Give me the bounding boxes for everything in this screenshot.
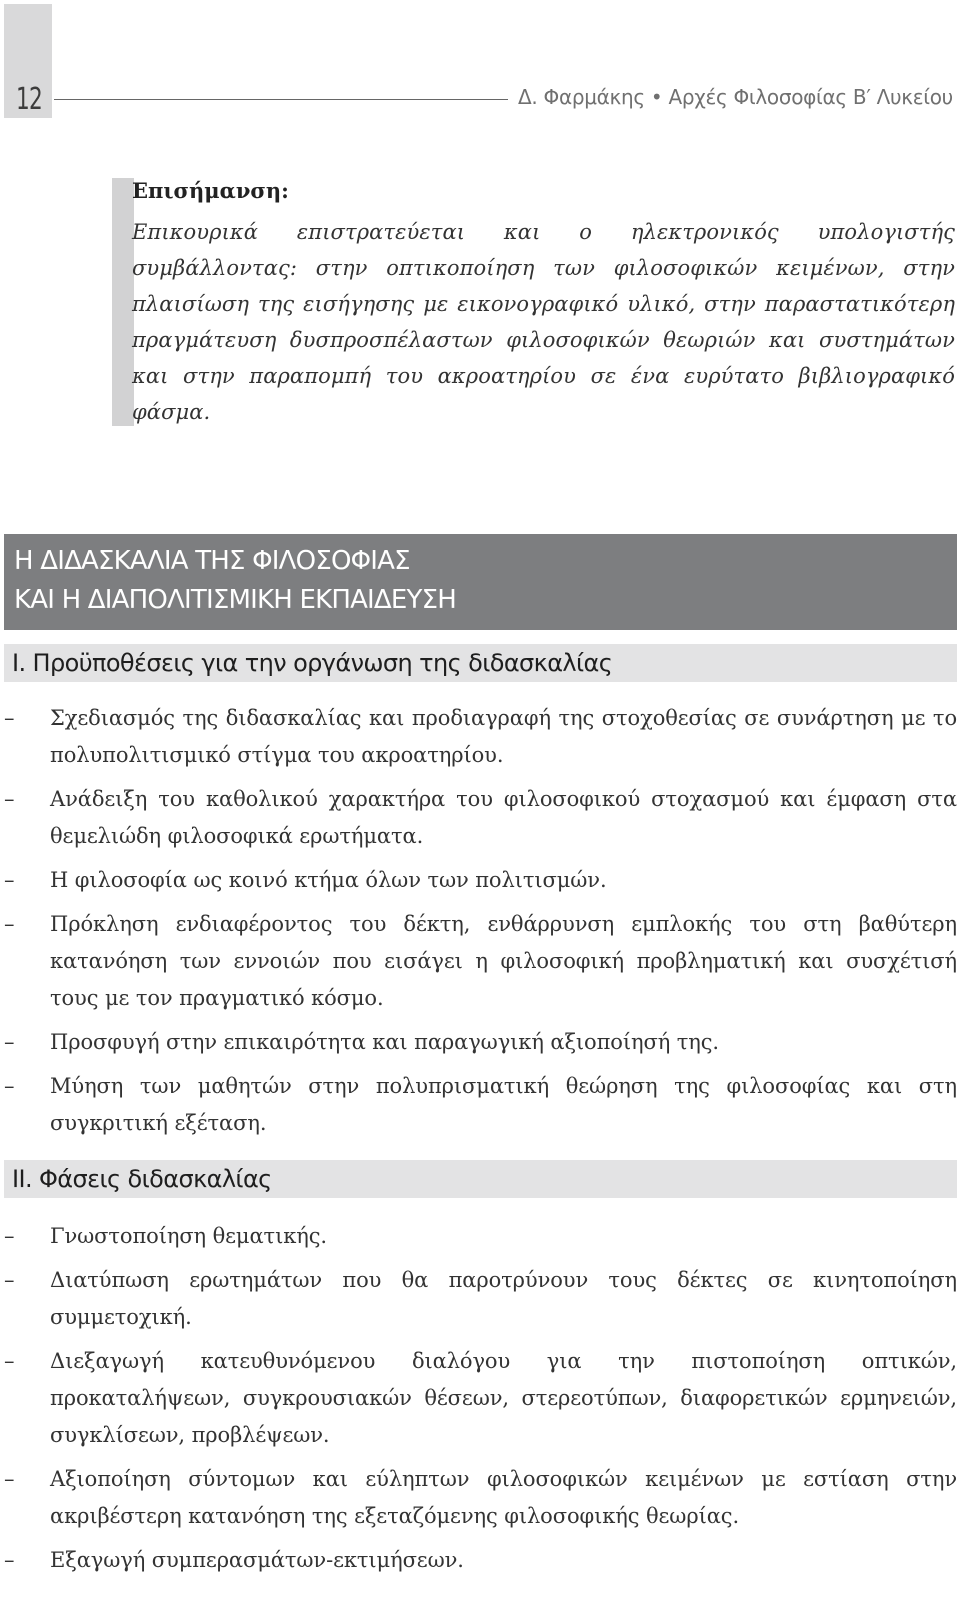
dash-bullet: – xyxy=(4,1268,15,1292)
list-item xyxy=(4,1343,957,1454)
notice-text: Επικουρικά επιστρατεύεται και ο ηλεκτρονικός υπολογιστής συμβάλλοντας: στην οπτικοποίηση των φιλοσοφικών κειμένων, στην πλαισίωση της εισήγησης με εικονογραφικό υλικό, στην παραστατικότερη πραγμάτευση δυσπροσπέλαστων φιλοσοφικών θεωριών και συστημάτων και στην παραπομπή του ακροατηρίου σε ένα ευρύτατο βιβλιογραφικό φάσμα. xyxy=(132,220,955,424)
dash-bullet: – xyxy=(4,1224,15,1248)
list-item xyxy=(4,1461,957,1535)
list-item-text: Εξαγωγή συμπερασμάτων-εκτιμήσεων. xyxy=(50,1548,464,1572)
subsection-title: ΙΙ. Φάσεις διδασκαλίας xyxy=(12,1165,272,1193)
list-item-text: Μύηση των μαθητών στην πολυπρισματική θεώρηση της φιλοσοφίας και στη συγκριτική εξέταση. xyxy=(50,1074,957,1135)
section-title-line-2: ΚΑΙ Η ΔΙΑΠΟΛΙΤΙΣΜΙΚΗ ΕΚΠΑΙΔΕΥΣΗ xyxy=(14,585,456,615)
dash-bullet: – xyxy=(4,1030,15,1054)
subsection-heading-2 xyxy=(4,1160,957,1198)
list-item xyxy=(4,781,957,855)
list-item xyxy=(4,1262,957,1336)
dash-bullet: – xyxy=(4,787,15,811)
page-number: 12 xyxy=(16,82,43,117)
list-item-text: Αξιοποίηση σύντομων και εύληπτων φιλοσοφικών κειμένων με εστίαση στην ακριβέστερη κατανόηση της εξεταζόμενης φιλοσοφικής θεωρίας. xyxy=(50,1467,957,1528)
dash-bullet: – xyxy=(4,868,15,892)
list-item-text: Πρόκληση ενδιαφέροντος του δέκτη, ενθάρρυνση εμπλοκής του στη βαθύτερη κατανόηση των εννοιών που εισάγει η φιλοσοφική προβληματική και συσχέτισή τους με τον πραγματικό κόσμο. xyxy=(50,912,957,1010)
section-heading xyxy=(4,534,957,630)
list-item-text: Η φιλοσοφία ως κοινό κτήμα όλων των πολιτισμών. xyxy=(50,868,607,892)
list-item xyxy=(4,1542,957,1579)
list-item xyxy=(4,1024,957,1061)
subsection-title: Ι. Προϋποθέσεις για την οργάνωση της διδασκαλίας xyxy=(12,649,613,677)
list-item-text: Γνωστοποίηση θεματικής. xyxy=(50,1224,327,1248)
list-item-text: Σχεδιασμός της διδασκαλίας και προδιαγραφή της στοχοθεσίας σε συνάρτηση με το πολυπολιτισμικό στίγμα του ακροατηρίου. xyxy=(50,706,957,767)
dash-bullet: – xyxy=(4,706,15,730)
list-item-text: Ανάδειξη του καθολικού χαρακτήρα του φιλοσοφικού στοχασμού και έμφαση στα θεμελιώδη φιλοσοφικά ερωτήματα. xyxy=(50,787,957,848)
subsection-1-list xyxy=(4,700,957,1142)
list-item xyxy=(4,1218,957,1255)
list-item xyxy=(4,862,957,899)
list-item xyxy=(4,906,957,1017)
notice-title: Επισήμανση: xyxy=(132,178,289,203)
list-item xyxy=(4,1068,957,1142)
header-rule xyxy=(54,99,508,100)
list-item-text: Διατύπωση ερωτημάτων που θα παροτρύνουν τους δέκτες σε κινητοποίηση συμμετοχική. xyxy=(50,1268,957,1329)
list-item-text: Διεξαγωγή κατευθυνόμενου διαλόγου για την πιστοποίηση οπτικών, προκαταλήψεων, συγκρουσιακών θέσεων, στερεοτύπων, διαφορετικών ερμηνειών, συγκλίσεων, προβλέψεων. xyxy=(50,1349,957,1447)
notice-box xyxy=(112,178,954,426)
list-item xyxy=(4,700,957,774)
dash-bullet: – xyxy=(4,1548,15,1572)
dash-bullet: – xyxy=(4,912,15,936)
dash-bullet: – xyxy=(4,1467,15,1491)
notice-side-bar xyxy=(112,178,134,426)
section-title xyxy=(14,542,456,620)
section-title-line-1: Η ΔΙΔΑΣΚΑΛΙΑ ΤΗΣ ΦΙΛΟΣΟΦΙΑΣ xyxy=(14,546,410,576)
list-item-text: Προσφυγή στην επικαιρότητα και παραγωγική αξιοποίησή της. xyxy=(50,1030,719,1054)
running-title: Δ. Φαρμάκης • Αρχές Φιλοσοφίας Β′ Λυκείου xyxy=(518,85,953,109)
subsection-2-list xyxy=(4,1218,957,1579)
dash-bullet: – xyxy=(4,1074,15,1098)
page-header xyxy=(0,0,960,120)
subsection-heading-1 xyxy=(4,644,957,682)
dash-bullet: – xyxy=(4,1349,15,1373)
